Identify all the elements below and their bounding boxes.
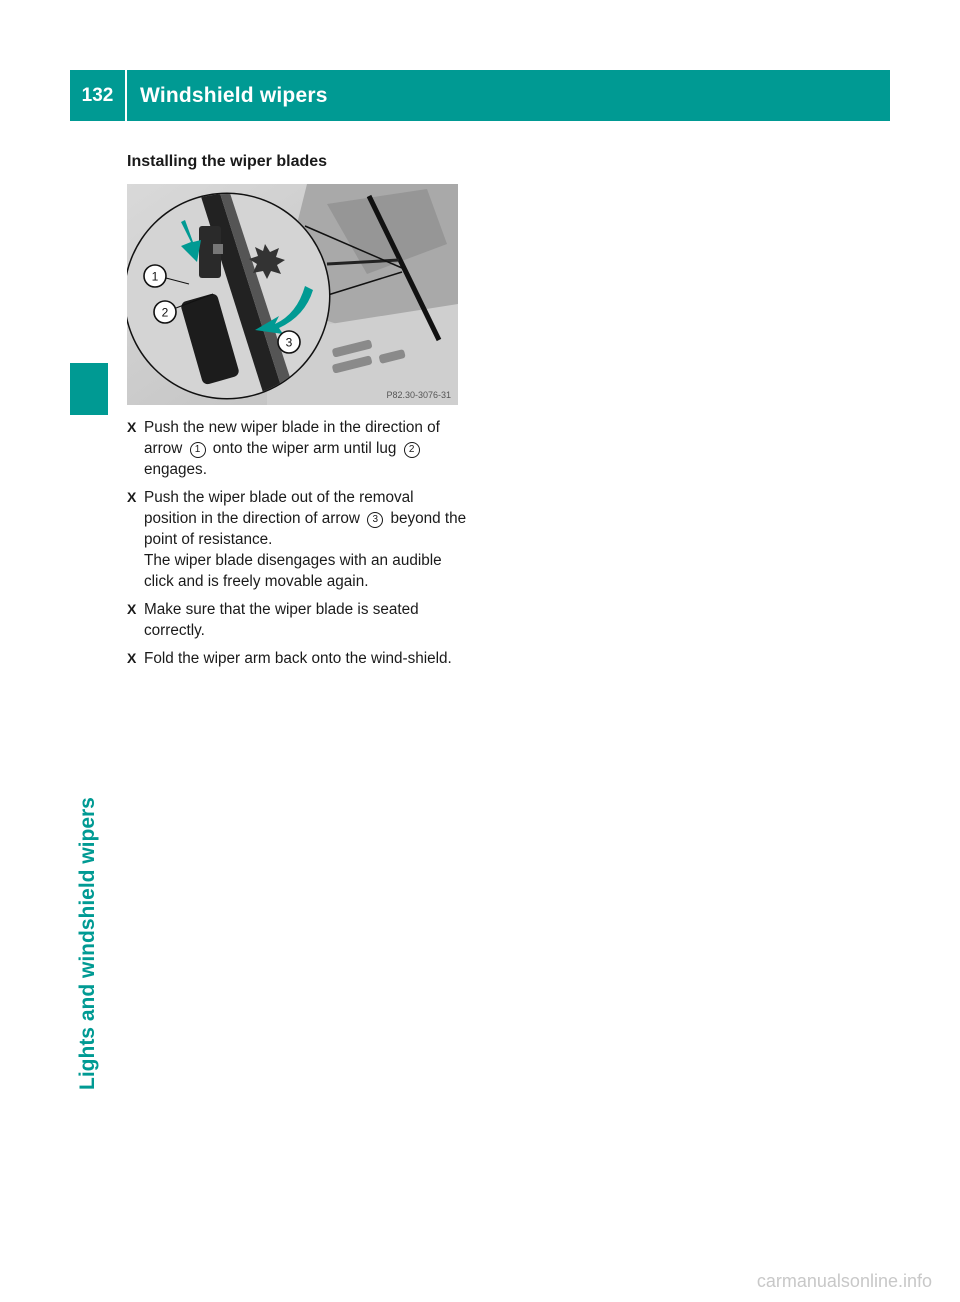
section-heading: Installing the wiper blades <box>127 153 328 170</box>
step-bullet-icon: X <box>127 601 137 617</box>
step-text: Push the wiper blade out of the removal position in the direction of arrow <box>144 489 414 527</box>
step-item <box>127 599 467 641</box>
lug <box>213 244 223 254</box>
wiper-illustration-svg <box>127 184 458 405</box>
chapter-label-text: Lights and windshield wipers <box>76 797 99 1090</box>
step-item <box>127 487 467 592</box>
callout-2-text: 2 <box>161 305 169 320</box>
step-text: Push the new wiper blade in the direction of arrow <box>144 419 440 457</box>
instruction-steps <box>127 417 467 676</box>
chapter-label <box>74 750 104 1090</box>
step-text: onto the wiper arm until lug <box>208 440 401 457</box>
watermark: carmanualsonline.info <box>756 1271 932 1291</box>
step-bullet-icon: X <box>127 419 137 435</box>
callout-2 <box>154 301 176 323</box>
wiper-blade-illustration <box>127 184 458 405</box>
step-item <box>127 417 467 480</box>
callout-ref: 2 <box>404 442 420 458</box>
page-number: 132 <box>70 70 127 121</box>
callout-ref: 1 <box>190 442 206 458</box>
step-bullet-icon: X <box>127 489 137 505</box>
page-header <box>70 70 890 121</box>
header-title: Windshield wipers <box>140 83 328 107</box>
step-bullet-icon: X <box>127 650 137 666</box>
callout-1-text: 1 <box>151 269 159 284</box>
callout-ref: 3 <box>367 512 383 528</box>
step-item <box>127 648 467 669</box>
step-text: engages. <box>144 461 207 478</box>
figure-code: P82.30-3076-31 <box>386 390 451 400</box>
step-text: Fold the wiper arm back onto the wind-shield. <box>144 650 452 667</box>
step-text: beyond the point of resistance. <box>144 510 467 548</box>
callout-1 <box>144 265 166 287</box>
step-note: The wiper blade disengages with an audible click and is freely movable again. <box>144 552 442 590</box>
step-text: Make sure that the wiper blade is seated correctly. <box>144 601 419 639</box>
chapter-tab <box>70 363 108 415</box>
callout-3 <box>278 331 300 353</box>
callout-3-text: 3 <box>285 335 293 350</box>
